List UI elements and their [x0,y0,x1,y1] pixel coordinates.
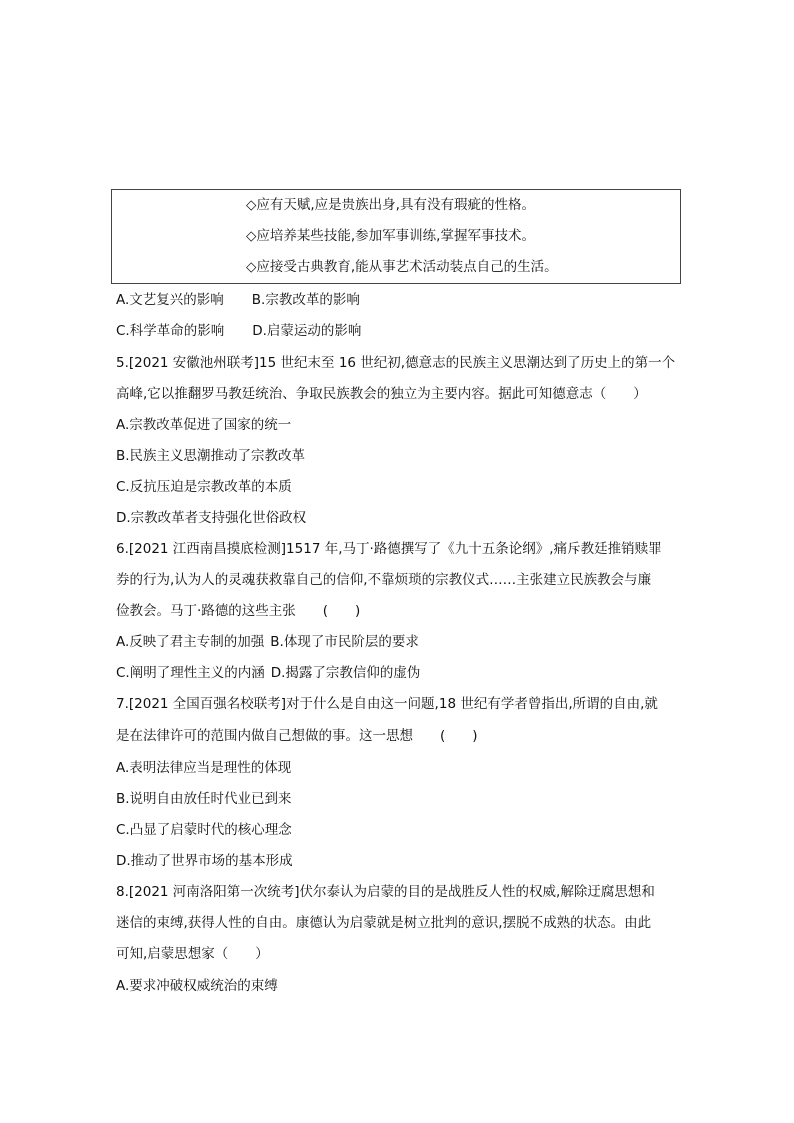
material-item-1: ◇应有天赋,应是贵族出身,具有没有瑕疵的性格。 [246,197,535,213]
q4-option-a: A.文艺复兴的影响 [116,292,224,308]
q6-options-row-2 [116,664,420,682]
q4-option-c: C.科学革命的影响 [116,323,225,339]
q5-stem-line-2: 高峰,它以推翻罗马教廷统治、争取民族教会的独立为主要内容。据此可知德意志（ ） [116,386,647,402]
q5-option-c: C.反抗压迫是宗教改革的本质 [116,479,292,495]
q6-stem-line-3: 俭教会。马丁·路德的这些主张 ( ) [116,603,361,619]
q4-options-row-1 [116,291,360,309]
q5-option-a: A.宗教改革促进了国家的统一 [116,417,292,433]
q8-stem-line-1: 8.[2021 河南洛阳第一次统考]伏尔泰认为启蒙的目的是战胜反人性的权威,解除迂腐思想和 [116,884,655,900]
q6-option-d: D.揭露了宗教信仰的虚伪 [270,665,421,681]
q7-option-a: A.表明法律应当是理性的体现 [116,760,292,776]
q5-stem-line-1: 5.[2021 安徽池州联考]15 世纪末至 16 世纪初,德意志的民族主义思潮达到了历史上的第一个 [116,355,676,371]
q5-option-b: B.民族主义思潮推动了宗教改革 [116,448,306,464]
q6-option-a: A.反映了君主专制的加强 [116,634,265,650]
q7-option-c: C.凸显了启蒙时代的核心理念 [116,822,292,838]
q8-option-a: A.要求冲破权威统治的束缚 [116,978,278,994]
q7-option-d: D.推动了世界市场的基本形成 [116,853,293,869]
q7-option-b: B.说明自由放任时代业已到来 [116,791,292,807]
q6-option-b: B.体现了市民阶层的要求 [270,634,419,650]
q7-stem-line-1: 7.[2021 全国百强名校联考]对于什么是自由这一问题,18 世纪有学者曾指出,所谓的自由,就 [116,696,658,712]
q4-option-b: B.宗教改革的影响 [251,292,360,308]
material-item-3: ◇应接受古典教育,能从事艺术活动装点自己的生活。 [246,259,558,275]
q4-option-d: D.启蒙运动的影响 [252,323,362,339]
q4-options-row-2 [116,322,361,340]
q8-stem-line-3: 可知,启蒙思想家（ ） [116,946,269,962]
q7-stem-line-2: 是在法律许可的范围内做自己想做的事。这一思想 ( ) [116,728,478,744]
q5-option-d: D.宗教改革者支持强化世俗政权 [116,510,307,526]
material-box [111,189,681,284]
q6-option-c: C.阐明了理性主义的内涵 [116,665,265,681]
material-item-2: ◇应培养某些技能,参加军事训练,掌握军事技术。 [246,228,535,244]
q6-stem-line-1: 6.[2021 江西南昌摸底检测]1517 年,马丁·路德撰写了《九十五条论纲》,痛斥教廷推销赎罪 [116,541,662,557]
q6-stem-line-2: 券的行为,认为人的灵魂获救靠自己的信仰,不靠烦琐的宗教仪式……主张建立民族教会与廉 [116,572,652,588]
q8-stem-line-2: 迷信的束缚,获得人性的自由。康德认为启蒙就是树立批判的意识,摆脱不成熟的状态。由此 [116,915,652,931]
q6-options-row-1 [116,633,419,651]
